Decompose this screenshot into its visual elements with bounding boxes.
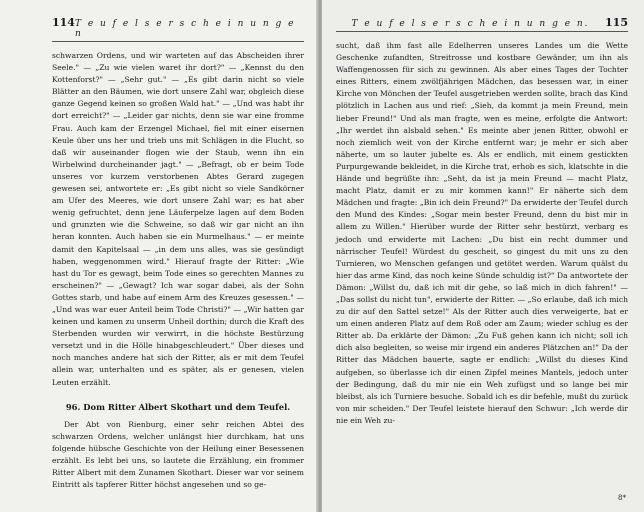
right-running-title: T e u f e l s e r s c h e i n u n g e n. — [351, 19, 590, 29]
right-page — [322, 0, 644, 512]
right-body-text — [336, 40, 628, 427]
left-paragraph-2: Der Abt von Rienburg, einer sehr reichen Abtei des schwarzen Ordens, welcher unlängst hier durchkam, hat uns folgende hübsche Geschichte von der Heilung einer Besessenen erzählt. Es lebt bei uns, so lautete die Erzählung, ein frommer Ritter Albert mit dem Zunamen Skothart. Dieser war vor seinem Eintritt als tapferer Ritter höchst angesehen und so ge- — [52, 419, 304, 490]
signature-mark: 8* — [618, 494, 626, 502]
right-paragraph-1: sucht, daß ihm fast alle Edelherren unseres Landes um die Wette Geschenke zufandten, Streitrosse und kostbare Gewänder, um ihn als Waffengenossen für sich zu gewinnen. Als aber eines Tages der Tochter eines Ritters, einem zwölfjährigen Mädchen, das besessen war, in einer Kirche von Mönchen der Teufel ausgetrieben werden sollte, brach das Kind plötzlich in Lachen aus und rief: „Sieh, da kommt ja mein Freund, mein lieber Freund!" Und als man fragte, wen es meine, erfolgte die Antwort: „Ihr werdet ihn alsbald sehen." Es meinte aber jenen Ritter, obwohl er noch ziemlich weit von der Kirche entfernt war; je mehr er sich aber näherte, um so lauter jubelte es. Als er endlich, mit einem gestickten Purpurgewande bekleidet, in die Kirche trat, erhob es sich, klatschte in die Hände und begrüßte ihn: „Seht, da ist ja mein Freund — macht Platz, macht Platz, damit er zu mir kommen kann!" Er näherte sich dem Mädchen und fragte: „Bin ich dein Freund?" Da erwiderte der Teufel durch den Mund des Kindes: „Sogar mein bester Freund, denn du bist mir in allem zu Willen." Hierüber wurde der Ritter sehr bestürzt, verbarg es jedoch und erwiderte mit Lachen: „Du bist ein recht dummer und närrischer Teufel! Würdest du gescheit, so gingest du mit uns zu den Turnieren, wo Menschen gefangen und getötet werden. Warum quälst du hier das arme Kind, das noch keine Sünde schuldig ist?" Da antwortete der Dämon: „Willst du, daß ich mit dir gehe, so laß mich in dich fahren!" — „Das sollst du nicht tun", erwiderte der Ritter. — „So erlaube, daß ich mich zu dir auf den Sattel setze!" Als der Ritter auch dies verweigerte, bat er um einen anderen Platz auf dem Roß oder am Zaum; wieder schlug es der Ritter ab. Da erklärte der Dämon: „Zu Fuß gehen kann ich nicht; soll ich dich also begleiten, so weise mir irgend ein anderes Plätzchen an!" Da der Ritter das Mädchen bauerte, sagte er endlich: „Willst du dieses Kind aufgeben, so überlasse ich dir einen Zipfel meines Mantels, jedoch unter der Bedingung, daß du mir nie ein Weh zufügst und so lange bei mir bleibst, als ich Turniere besuche. Sobald ich es dir befehle, mußt du zurück von mir scheiden." Der Teufel leistete hierauf den Schwur: „Ich werde dir nie ein Weh zu- — [336, 41, 628, 425]
left-running-title: T e u f e l s e r s c h e i n u n g e n — [74, 19, 296, 39]
right-running-head — [336, 16, 628, 32]
left-body-text — [52, 50, 304, 491]
right-page-number: 115 — [605, 16, 628, 29]
left-paragraph-1: schwarzen Ordens, und wir warteten auf das Abscheiden ihrer Seele." — „Zu wie vielen waret ihr dort?" — „Kennst du den Kottenforst?" — „Sehr gut." — „Es gibt darin nicht so viele Blätter an den Bäumen, wie dort unsere Zahl war, obgleich diese ganze Gegend keinen so großen Wald hat." — „Und was habt ihr dort erreicht?" — „Leider gar nichts, denn sie war eine fromme Frau. Auch kam der Erzengel Michael, fiel mit einer eisernen Keule über uns her und trieb uns mit Schlägen in die Flucht, so daß wir auseinander flogen wie der Staub, wenn ihn ein Wirbelwind durcheinander jagt." — „Befragt, ob er beim Tode unseres vor kurzem verstorbenen Abtes Gerard zugegen gewesen sei, antwortete er: „Es gibt nicht so viele Sandkörner am Ufer des Meeres, wie dort unsere Zahl war; es hat aber wenig gefruchtet, denn jene Läuferpelze lagen auf dem Boden und grunzten wie die Schweine, so daß wir gar nicht an ihn heran konnten. Auch haben sie ein Murmelhaus." — er meinte damit den Kapitelsaal — „in dem uns alles, was sie gesündigt haben, weggenommen wird." Hierauf fragte der Ritter: „Wie hast du Tor es gewagt, beim Tode eines so gerechten Mannes zu erscheinen?" — „Gewagt? Ich war sogar dabei, als der Sohn Gottes starb, und habe auf einem Arm des Kreuzes gesessen." — „Und was war euer Anteil beim Tode Christi?" — „Wir hatten gar keinen und kamen zu unserm Unheil dorthin; durch die Kraft des Sterbenden wurden wir verwirrt, in die höchste Bestürzung versetzt und in die Hölle hinabgeschleudert." Über dieses und noch manches andere hat sich der Ritter, als er mit dem Teufel allein war, unterhalten und es später, als er genesen, vielen Leuten erzählt. — [52, 51, 304, 387]
left-running-head — [52, 16, 304, 42]
left-page-number: 114 — [52, 16, 75, 29]
left-page — [0, 0, 318, 512]
section-heading: 96. Dom Ritter Albert Skothart und dem Teufel. — [65, 401, 291, 412]
